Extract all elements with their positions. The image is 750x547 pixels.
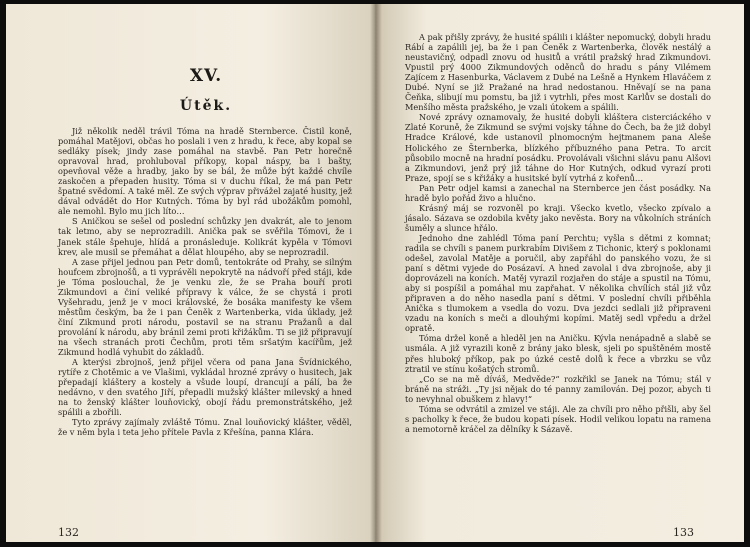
left-page bbox=[6, 4, 375, 542]
page-number-right: 133 bbox=[673, 526, 694, 539]
chapter-title: Útěk. bbox=[179, 98, 233, 114]
paragraph: Tyto zprávy zajímaly zvláště Tómu. Znal louňovický klášter, věděl, že v něm byla i teta jeho přítele Pavla z Křešína, panna Klára. bbox=[58, 417, 352, 438]
chapter-number: XV. bbox=[189, 66, 223, 86]
paragraph: Krásný máj se rozvoněl po kraji. Všecko kvetlo, všecko zpívalo a jásalo. Sázava se ozdobila květy jako nevěsta. Bory na vůkolních stráních šuměly a slunce hřálo. bbox=[405, 202, 711, 233]
right-page bbox=[375, 4, 744, 542]
paragraph: A zase přijel jednou pan Petr domů, tentokráte od Prahy, se silným houfcem zbrojnošů, a ti vyprávěli nepokrytě na nádvoří před stáji, kde je Tóma poslouchal, že je venku zle, že se Praha bouří proti Zikmundovi a činí veliké přípravy k válce, že se chystá i proti Vyšehradu, jenž je v moci královské, že bosáka manifesty ke všem městům českým, ba že i pan Čeněk z Wartenberka, vida úklady, jež činí Zikmund proti národu, postavil se na stranu Pražanů a dal provolání k národu, aby bránil zemi proti křižákům. Ti se již připravují na všech stranách proti Čechům, proti těm sršatým kacířům, jež Zikmund hodlá vyhubit do základů. bbox=[58, 256, 352, 358]
paragraph: A pak přišly zprávy, že husité spálili i klášter nepomucký, dobyli hradu Rábí a zapálili jej, ba že i pan Čeněk z Wartenberka, člověk nestálý a neustavičný, odpadl znovu od husitů a vrátil pražský hrad Zikmundovi. Vpustil prý 4000 Zikmundových oděnců do hradu s pány Vilémem Zajícem z Hasenburka, Václavem z Dubé na Lešně a Hynkem Hlaváčem z Dubé. Nyní se již Pražané na hrad nedostanou. Hněvají se na pana Čeňka, slibují mu pomstu, ba již i vytrhli, přes most Karlův se dostali do Menšího města pražského, je vzali útokem a spálili. bbox=[405, 32, 711, 113]
paragraph: Jednoho dne zahlédl Tóma paní Perchtu; vyšla s dětmi z komnat; radila se chvíli s panem purkrabím Divišem z Tichonic, který s poklonami odešel, zavolal Matěje a poručil, aby zapřáhl do panského vozu, že si paní s dětmi vyjede do Posázaví. A hned zavolal i dva zbrojnoše, aby ji doprovázeli na koních. Matěj vyrazil rozjařen do stáje a spustil na Tómu, aby si pospíšil a pomáhal mu zapřahat. V několika chvílích stál již vůz připraven a do něho nasedla paní s dětmi. V poslední chvíli přiběhla Anička s tlumokem a vsedla do vozu. Dva jezdci sedlali již připraveni vzadu na koních s meči a dlouhými kopími. Matěj sedl vpředu a držel opratě. bbox=[405, 232, 711, 334]
book-spread bbox=[6, 4, 744, 542]
paragraph: A kterýsi zbrojnoš, jenž přijel včera od pana Jana Švídnického, rytíře z Chotěmic a ve Vlašimi, vykládal hrozné zprávy o husitech, jak přepadají kláštery a kostely a všude loupí, drancují a pálí, ba že nedávno, v den svatého Jiří, přepadli mužský klášter milevský a hned na to ženský klášter louňovický, obojí řádu premonstrátského, jež spálili a zbořili. bbox=[58, 357, 352, 418]
page-number-left: 132 bbox=[58, 526, 79, 539]
book-gutter bbox=[370, 4, 382, 542]
left-page-text bbox=[58, 126, 352, 437]
paragraph: Tóma držel koně a hleděl jen na Aničku. Kývla nenápadně a slabě se usmála. A již vyrazili koně z brány jako blesk, sjeli po spuštěném mostě přes hluboký příkop, pak po úzké cestě dolů k řece a vbrzku se vůz ztratil ve stínu košatých stromů. bbox=[405, 333, 711, 374]
right-page-text bbox=[405, 32, 711, 434]
paragraph: Nové zprávy oznamovaly, že husité dobyli kláštera cisterciáckého v Zlaté Koruně, že Zikmund se svými vojsky táhne do Čech, ba že již dobyl Hradce Králové, kde ustanovil plnomocným hejtmanem pana Aleše Holického ze Šternberka, blízkého příbuzného pana Petra. To arcit působilo mocně na hradní posádku. Provolávali všichni slávu panu Alšovi a Zikmundovi, jenž prý již táhne do Hor Kutných, odkud vyrazí proti Praze, spojí se s křižáky a husitské bylí vytrhá z kořenů… bbox=[405, 112, 711, 183]
paragraph: Již několik neděl trávil Tóma na hradě Sternberce. Čistil koně, pomáhal Matějovi, občas ho poslali i ven z hradu, k řece, aby kopal se sedláky písek; jindy zase pomáhal na stavbě. Pan Petr horečně opravoval hrad, prohluboval příkopy, kopal náspy, ba i bašty, opevňoval věže a hradby, jako by se bál, že může být každé chvíle zaskočen a přepaden husity. Tóma si v duchu říkal, že má pan Petr špatné svědomí. A také měl. Ze svých výprav přivážel zajaté husity, jež dával odvádět do Hor Kutných. Tóma by byl rád ubožákům pomohl, ale nemohl. Bylo mu jich líto… bbox=[58, 126, 352, 217]
paragraph: „Co se na mě díváš, Medvěde?“ rozkřikl se Janek na Tómu; stál v bráně na stráži. „Ty jsi nějak do té panny zamilován. Dej pozor, abych ti to nevyhnal obuškem z hlavy!“ bbox=[405, 373, 711, 404]
paragraph: S Aničkou se sešel od poslední schůzky jen dvakrát, ale to jenom tak letmo, aby se neprozradili. Anička pak se svěřila Tómovi, že i Janek stále špehuje, hlídá a pronásleduje. Kolikrát kypěla v Tómovi krev, ale musil se přemáhat a dělat hloupého, aby se neprozradil. bbox=[58, 216, 352, 257]
paragraph: Pan Petr odjel kamsi a zanechal na Sternberce jen část posádky. Na hradě bylo pořád živo a hlučno. bbox=[405, 182, 711, 203]
paragraph: Tóma se odvrátil a zmizel ve stáji. Ale za chvíli pro něho přišli, aby šel s pacholky k řece, že budou kopati písek. Hodil velikou lopatu na ramena a nemotorně kráčel za dělníky k Sázavě. bbox=[405, 403, 711, 434]
